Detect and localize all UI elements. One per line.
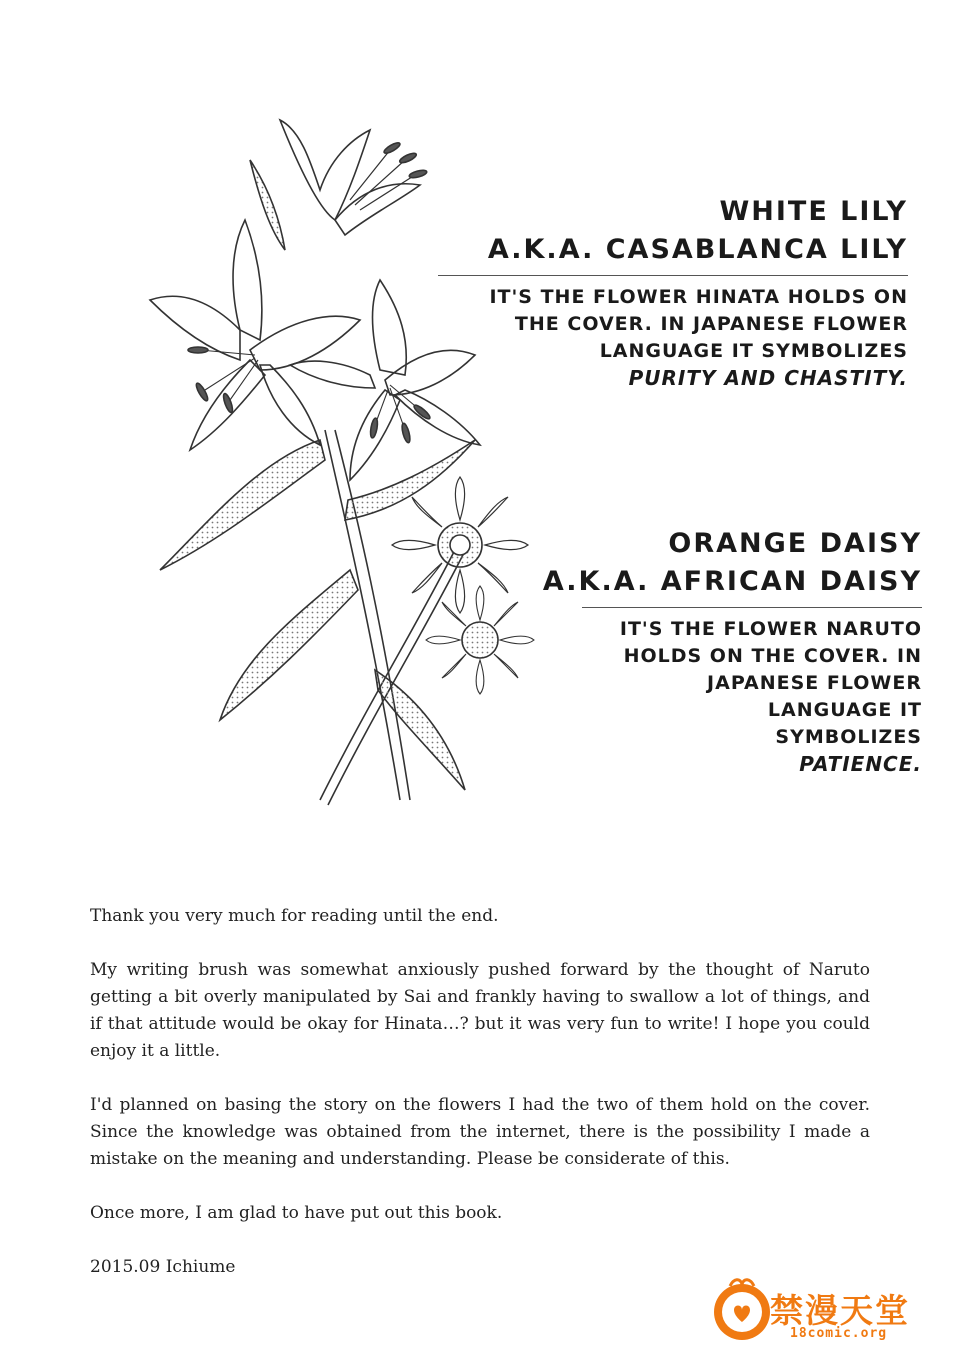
lily-petal — [260, 365, 320, 445]
afterword-paragraph: Thank you very much for reading until the end. — [90, 906, 499, 926]
daisy-note — [502, 525, 922, 778]
lily-leaf — [345, 440, 475, 520]
lily-leaf — [220, 570, 358, 720]
daisy-text-line: IT'S THE FLOWER NARUTO — [619, 618, 922, 640]
divider — [438, 275, 908, 276]
daisy-text-line: HOLDS ON THE COVER. IN — [623, 645, 922, 667]
lily-text-line: IT'S THE FLOWER HINATA HOLDS ON — [489, 286, 908, 308]
lily-petal — [290, 361, 375, 388]
afterword-paragraph: My writing brush was somewhat anxiously pushed forward by the thought of Naruto getting a bit overly manipulated by Sai and frankly having to swallow a lot of things, and if that attitude would be okay for Hinata…? but it was very fun to write! I hope you could enjoy it a little. — [90, 960, 870, 1061]
lily-petal — [233, 220, 262, 340]
afterword-paragraph: Once more, I am glad to have put out this book. — [90, 1203, 503, 1223]
afterword-paragraph: I'd planned on basing the story on the flowers I had the two of them hold on the cover. Since the knowledge was obtained from the internet, there is the possibility I made a mistake on the meaning and understanding. Please be considerate of this. — [90, 1095, 870, 1169]
daisy-text-line: SYMBOLIZES — [775, 726, 922, 748]
signature: 2015.09 Ichiume — [90, 1257, 236, 1277]
lily-subtitle: A.K.A. CASABLANCA LILY — [487, 234, 908, 265]
daisy-text-line: JAPANESE FLOWER — [707, 672, 922, 694]
lily-text-line: THE COVER. IN JAPANESE FLOWER — [514, 313, 908, 335]
watermark-site-name: 禁漫天堂 — [770, 1291, 910, 1330]
lily-petal — [373, 280, 407, 375]
daisy-text-line: LANGUAGE IT — [767, 699, 922, 721]
daisy-title: ORANGE DAISY — [668, 528, 922, 559]
lily-meaning: PURITY AND CHASTITY. — [628, 366, 908, 390]
daisy-meaning: PATIENCE. — [799, 752, 922, 776]
lily-petal — [280, 120, 370, 220]
lily-stem — [325, 430, 400, 800]
lily-note — [428, 193, 908, 392]
afterword — [90, 903, 870, 1308]
lily-leaf — [160, 440, 325, 570]
lily-title: WHITE LILY — [719, 196, 908, 227]
daisy-subtitle: A.K.A. AFRICAN DAISY — [542, 566, 922, 597]
watermark-url: 18comic.org — [790, 1326, 888, 1341]
lily-leaf — [250, 160, 285, 250]
lily-text-line: LANGUAGE IT SYMBOLIZES — [599, 340, 908, 362]
divider — [582, 607, 922, 608]
